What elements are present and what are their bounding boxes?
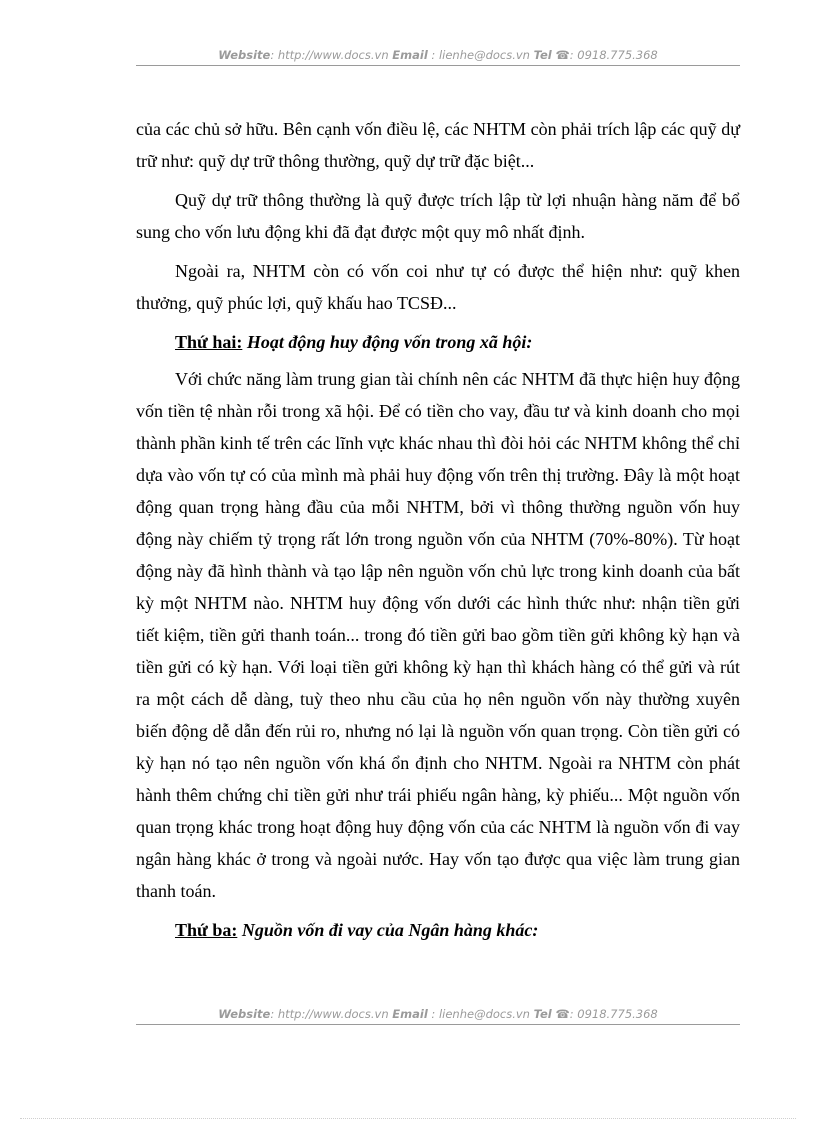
header-email-label: Email	[392, 48, 428, 62]
document-body	[136, 113, 740, 951]
footer-website-label: Website	[218, 1007, 271, 1021]
footer-email-label: Email	[392, 1007, 428, 1021]
paragraph-3: Ngoài ra, NHTM còn có vốn coi như tự có được thể hiện như: quỹ khen thưởng, quỹ phúc lợi, quỹ khấu hao TCSĐ...	[136, 261, 740, 313]
section-3-title: Nguồn vốn đi vay của Ngân hàng khác:	[241, 920, 539, 940]
footer-tel-value: : 0918.775.368	[569, 1007, 658, 1021]
paragraph-2: Quỹ dự trữ thông thường là quỹ được trích lập từ lợi nhuận hàng năm để bổ sung cho vốn lưu động khi đã đạt được một quy mô nhất định.	[136, 190, 740, 242]
phone-icon: ☎	[555, 48, 570, 62]
footer-email-value: : lienhe@docs.vn	[431, 1007, 530, 1021]
header-website-label: Website	[218, 48, 271, 62]
section-heading-2	[136, 326, 740, 358]
header-tel-label: Tel	[533, 48, 552, 62]
footer-tel-label: Tel	[533, 1007, 552, 1021]
phone-icon: ☎	[555, 1007, 570, 1021]
page-footer	[136, 1007, 740, 1025]
page-header	[136, 48, 740, 66]
section-2-label: Thứ hai:	[175, 332, 243, 352]
section-3-label: Thứ ba:	[175, 920, 238, 940]
footer-website-value: : http://www.docs.vn	[270, 1007, 389, 1021]
paragraph-1: của các chủ sở hữu. Bên cạnh vốn điều lệ, các NHTM còn phải trích lập các quỹ dự trữ như: quỹ dự trữ thông thường, quỹ dự trữ đặc biệt...	[136, 119, 740, 171]
page-edge-divider	[20, 1118, 796, 1119]
header-website-value: : http://www.docs.vn	[270, 48, 389, 62]
section-2-title: Hoạt động huy động vốn trong xã hội:	[246, 332, 533, 352]
paragraph-4: Với chức năng làm trung gian tài chính nên các NHTM đã thực hiện huy động vốn tiền tệ nhàn rỗi trong xã hội. Để có tiền cho vay, đầu tư và kinh doanh cho mọi thành phần kinh tế trên các lĩnh vực khác nhau thì đòi hỏi các NHTM không thể chỉ dựa vào vốn tự có của mình mà phải huy động vốn trên thị trường. Đây là một hoạt động quan trọng hàng đầu của mỗi NHTM, bởi vì thông thường nguồn vốn huy động này chiếm tỷ trọng rất lớn trong nguồn vốn của NHTM (70%-80%). Từ hoạt động này đã hình thành và tạo lập nên nguồn vốn chủ lực trong kinh doanh của bất kỳ một NHTM nào. NHTM huy động vốn dưới các hình thức như: nhận tiền gửi tiết kiệm, tiền gửi thanh toán... trong đó tiền gửi bao gồm tiền gửi không kỳ hạn và tiền gửi có kỳ hạn. Với loại tiền gửi không kỳ hạn thì khách hàng có thể gửi và rút ra một cách dễ dàng, tuỳ theo nhu cầu của họ nên nguồn vốn này thường xuyên biến động dễ dẫn đến rủi ro, nhưng nó lại là nguồn vốn quan trọng. Còn tiền gửi có kỳ hạn nó tạo nên nguồn vốn khá ổn định cho NHTM. Ngoài ra NHTM còn phát hành thêm chứng chỉ tiền gửi như trái phiếu ngân hàng, kỳ phiếu... Một nguồn vốn quan trọng khác trong hoạt động huy động vốn của các NHTM là nguồn vốn đi vay ngân hàng khác ở trong và ngoài nước. Hay vốn tạo được qua việc làm trung gian thanh toán.	[136, 369, 740, 901]
section-heading-3	[136, 914, 740, 946]
header-tel-value: : 0918.775.368	[569, 48, 658, 62]
header-email-value: : lienhe@docs.vn	[431, 48, 530, 62]
